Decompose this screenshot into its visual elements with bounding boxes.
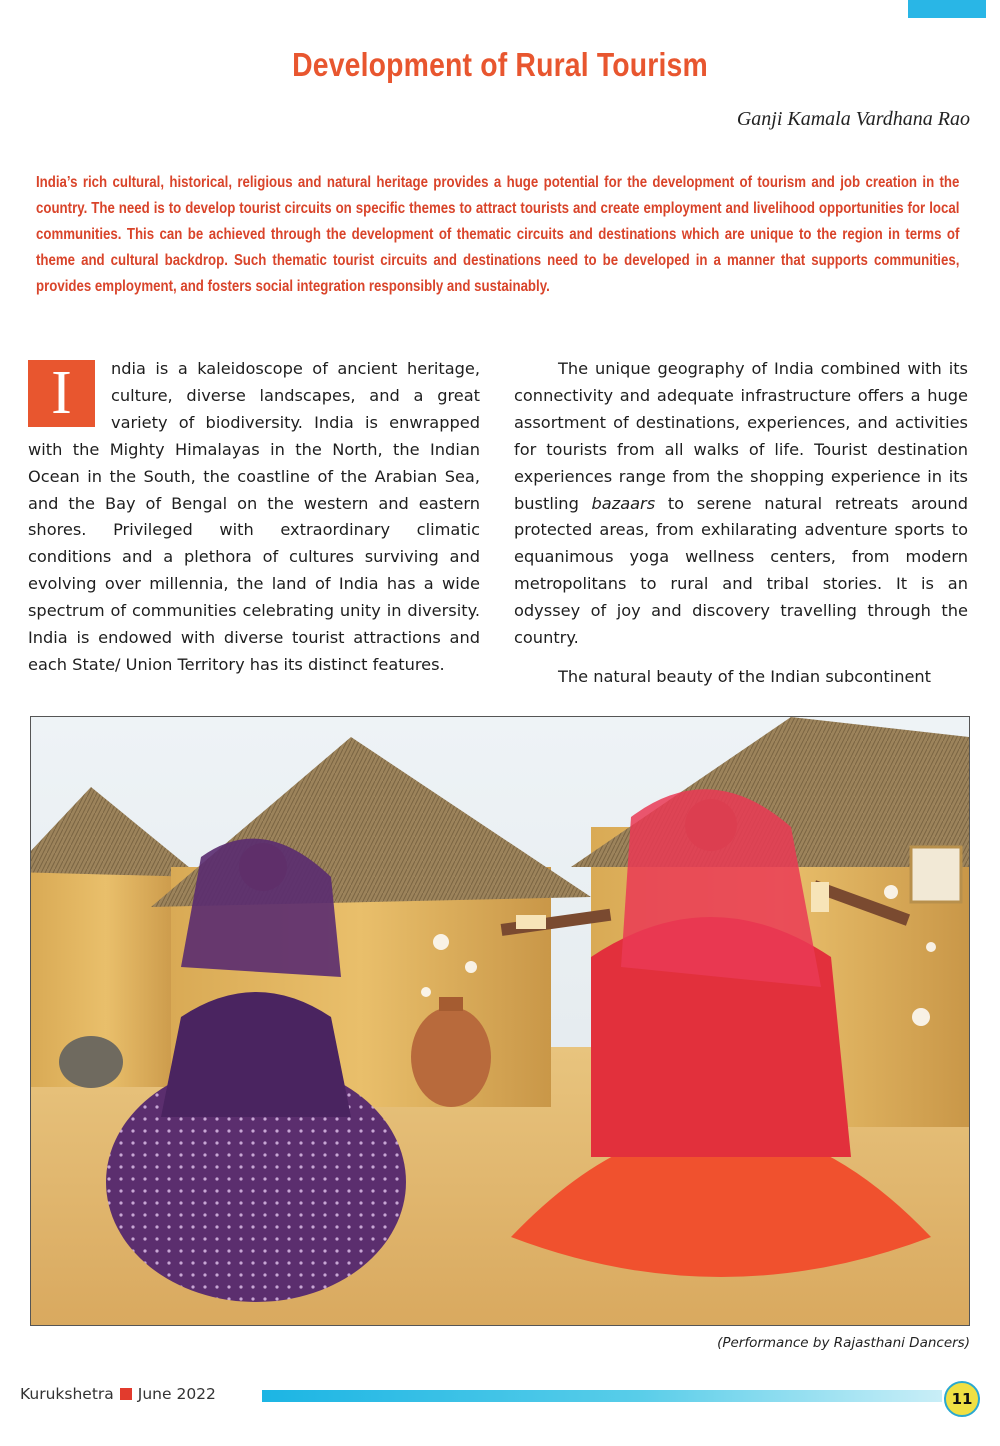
body-paragraph [514,356,968,652]
photo-illustration [31,717,969,1325]
paragraph-text: to serene natural retreats around protected areas, from exhilarating adventure sports to equanimous yoga wellness centers, from modern metropolitans to rural and tribal stories. It is an odyssey of joy and discovery travelling through the country. [514,493,968,648]
footer-publication [20,1385,216,1403]
author-byline: Ganji Kamala Vardhana Rao [736,108,970,130]
body-paragraph [514,664,968,691]
article-abstract: India’s rich cultural, historical, religious and natural heritage provides a huge potential for the development of tourism and job creation in the country. The need is to develop tourist circuits on specific themes to attract tourists and create employment and livelihood opportunities for local communities. This can be achieved through the development of thematic circuits and destinations which are unique to the region in terms of theme and cultural backdrop. Such thematic tourist circuits and destinations need to be developed in a manner that supports communities, provides employment, and fosters social integration responsibly and sustainably. [36,174,960,295]
footer-bar [262,1390,942,1402]
magazine-name: Kurukshetra [20,1385,114,1403]
top-color-tab [908,0,986,18]
paragraph-text: The natural beauty of the Indian subcontinent [558,666,932,686]
paragraph-text: The unique geography of India combined with its connectivity and adequate infrastructure offers a huge assortment of destinations, experiences, and activities for tourists from all walks of life. Tourist destination experiences range from the shopping experience in its bustling [514,359,968,513]
dancers-photo [30,716,970,1326]
issue-date: June 2022 [137,1385,216,1403]
body-paragraph [28,356,480,679]
drop-cap: I [28,360,95,427]
photo-caption: (Performance by Rajasthani Dancers) [717,1335,970,1351]
paragraph-text: ndia is a kaleidoscope of ancient heritage, culture, diverse landscapes, and a great variety of biodiversity. India is enwrapped with the Mighty Himalayas in the North, the Indian Ocean in the South, the coastline of the Arabian Sea, and the Bay of Bengal on the western and eastern shores. Privileged with extraordinary climatic conditions and a plethora of cultures surviving and evolving over millennia, the land of India has a wide spectrum of communities celebrating unity in diversity. India is endowed with diverse tourist attractions and each State/ Union Territory has its distinct features. [28,359,480,674]
footer-square-icon [120,1388,132,1400]
article-title: Development of Rural Tourism [292,46,708,83]
page-number: 11 [944,1381,980,1417]
body-column-left [28,356,480,691]
italic-term: bazaars [591,493,656,513]
body-column-right [514,356,968,703]
